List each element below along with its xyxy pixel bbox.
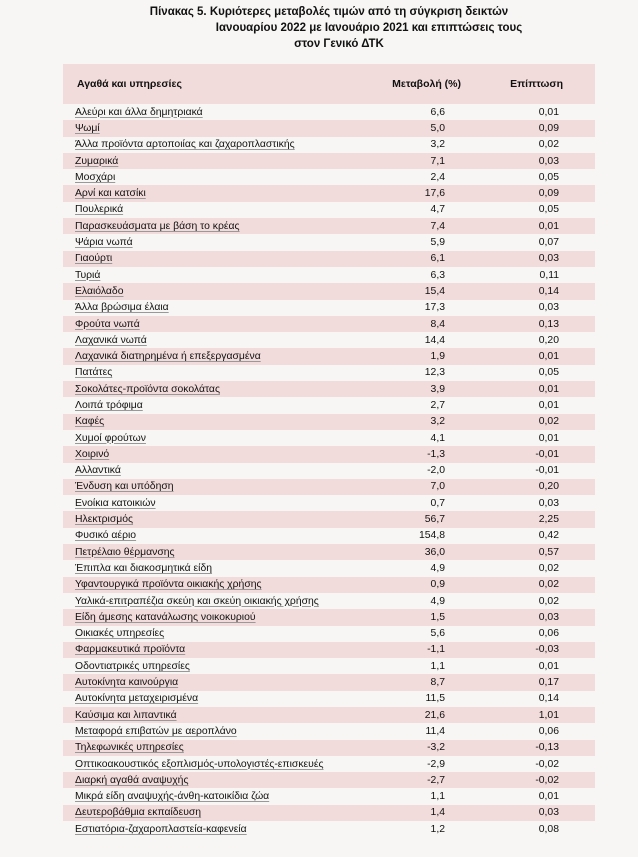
table-row bbox=[63, 528, 595, 544]
title-line-2: Ιανουαρίου 2022 με Ιανουάριο 2021 και επιπτώσεις τους bbox=[215, 22, 523, 34]
row-name: Άλλα προϊόντα αρτοποιίας και ζαχαροπλαστικής bbox=[75, 139, 295, 151]
row-impact: 0,42 bbox=[538, 530, 559, 542]
table-row bbox=[63, 234, 595, 250]
table-row bbox=[63, 642, 595, 658]
row-name: Δευτεροβάθμια εκπαίδευση bbox=[75, 807, 202, 819]
row-name: Λαχανικά νωπά bbox=[75, 334, 147, 346]
row-name: Αυτοκίνητα καινούργια bbox=[75, 677, 179, 689]
row-change: 12,3 bbox=[424, 367, 445, 379]
row-impact: 1,01 bbox=[538, 709, 559, 721]
row-impact: 0,02 bbox=[538, 562, 559, 574]
header-impact: Επίπτωση bbox=[510, 78, 563, 90]
row-change: 8,4 bbox=[430, 318, 445, 330]
row-name: Πουλερικά bbox=[75, 204, 124, 216]
row-name: Παρασκευάσματα με βάση το κρέας bbox=[75, 220, 240, 232]
row-change: 1,9 bbox=[430, 351, 445, 363]
row-impact: 0,02 bbox=[538, 595, 559, 607]
row-name: Είδη άμεσης κατανάλωσης νοικοκυριού bbox=[75, 611, 256, 623]
row-name: Ψάρια νωπά bbox=[75, 237, 133, 249]
table-row bbox=[63, 674, 595, 690]
table-row bbox=[63, 430, 595, 446]
row-impact: -0,01 bbox=[535, 465, 559, 477]
header-change: Μεταβολή (%) bbox=[392, 78, 461, 90]
row-impact: 0,03 bbox=[538, 253, 559, 265]
table-row bbox=[63, 104, 595, 120]
row-impact: 0,09 bbox=[538, 122, 559, 134]
row-impact: 0,09 bbox=[538, 188, 559, 200]
row-change: -2,9 bbox=[427, 758, 445, 770]
row-name: Σοκολάτες-προϊόντα σοκολάτας bbox=[75, 383, 220, 395]
table-row bbox=[63, 365, 595, 381]
table-row bbox=[63, 185, 595, 201]
row-impact: 2,25 bbox=[538, 514, 559, 526]
table-row bbox=[63, 348, 595, 364]
row-change: 5,9 bbox=[430, 237, 445, 249]
table-row bbox=[63, 511, 595, 527]
row-impact: 0,05 bbox=[538, 171, 559, 183]
table-row bbox=[63, 414, 595, 430]
row-name: Χυμοί φρούτων bbox=[75, 432, 146, 444]
row-change: 2,4 bbox=[430, 171, 445, 183]
row-name: Λοιπά τρόφιμα bbox=[75, 399, 143, 411]
table-row bbox=[63, 300, 595, 316]
row-name: Χοιρινό bbox=[75, 448, 110, 460]
table-row bbox=[63, 202, 595, 218]
row-name: Ελαιόλαδο bbox=[75, 285, 124, 297]
row-change: 6,6 bbox=[430, 106, 445, 118]
row-impact: 0,57 bbox=[538, 546, 559, 558]
row-name: Εστιατόρια-ζαχαροπλαστεία-καφενεία bbox=[75, 823, 247, 835]
row-name: Ένδυση και υπόδηση bbox=[75, 481, 174, 493]
row-name: Ψωμί bbox=[75, 122, 100, 134]
row-change: 14,4 bbox=[424, 334, 445, 346]
row-change: 56,7 bbox=[424, 514, 445, 526]
row-name: Αρνί και κατσίκι bbox=[75, 188, 146, 200]
row-impact: 0,20 bbox=[538, 481, 559, 493]
title-line-3: στον Γενικό ΔΤΚ bbox=[294, 38, 384, 50]
row-name: Αλλαντικά bbox=[75, 465, 121, 477]
row-name: Μικρά είδη αναψυχής-άνθη-κατοικίδια ζώα bbox=[75, 791, 270, 803]
row-name: Λαχανικά διατηρημένα ή επεξεργασμένα bbox=[75, 351, 261, 363]
row-name: Μεταφορά επιβατών με αεροπλάνο bbox=[75, 725, 237, 737]
row-change: 4,9 bbox=[430, 595, 445, 607]
table-row bbox=[63, 218, 595, 234]
table-row bbox=[63, 658, 595, 674]
row-impact: 0,11 bbox=[539, 269, 559, 281]
row-change: -1,3 bbox=[427, 448, 445, 460]
row-change: 5,0 bbox=[430, 122, 445, 134]
table-row bbox=[63, 495, 595, 511]
row-name: Ενοίκια κατοικιών bbox=[75, 497, 156, 509]
row-name: Φυσικό αέριο bbox=[75, 530, 137, 542]
row-name: Πατάτες bbox=[75, 367, 113, 379]
row-impact: -0,03 bbox=[535, 644, 559, 656]
row-change: 0,7 bbox=[430, 497, 445, 509]
row-name: Έπιπλα και διακοσμητικά είδη bbox=[75, 562, 213, 574]
row-impact: 0,03 bbox=[538, 302, 559, 314]
row-name: Γιαούρτι bbox=[75, 253, 113, 265]
row-change: 3,9 bbox=[430, 383, 445, 395]
row-impact: 0,07 bbox=[538, 237, 559, 249]
row-change: 4,9 bbox=[430, 562, 445, 574]
row-impact: 0,03 bbox=[538, 807, 559, 819]
row-change: 5,6 bbox=[430, 628, 445, 640]
row-name: Καφές bbox=[75, 416, 105, 428]
row-change: 17,3 bbox=[424, 302, 445, 314]
table-row bbox=[63, 397, 595, 413]
row-change: 3,2 bbox=[430, 139, 445, 151]
row-impact: -0,13 bbox=[535, 742, 559, 754]
row-change: 36,0 bbox=[424, 546, 445, 558]
row-impact: 0,01 bbox=[538, 660, 559, 672]
row-change: 17,6 bbox=[424, 188, 445, 200]
row-impact: 0,01 bbox=[538, 791, 559, 803]
table-row bbox=[63, 479, 595, 495]
row-change: 4,7 bbox=[430, 204, 445, 216]
row-change: 1,4 bbox=[430, 807, 445, 819]
table-row bbox=[63, 560, 595, 576]
table-row bbox=[63, 381, 595, 397]
row-change: 6,1 bbox=[430, 253, 445, 265]
table-row bbox=[63, 316, 595, 332]
price-change-table bbox=[63, 64, 595, 837]
row-impact: 0,01 bbox=[538, 432, 559, 444]
table-row bbox=[63, 707, 595, 723]
table-row bbox=[63, 463, 595, 479]
row-change: -2,7 bbox=[427, 774, 445, 786]
row-impact: 0,02 bbox=[538, 416, 559, 428]
row-change: -2,0 bbox=[427, 465, 445, 477]
table-row bbox=[63, 609, 595, 625]
row-impact: 0,03 bbox=[538, 611, 559, 623]
row-name: Αυτοκίνητα μεταχειρισμένα bbox=[75, 693, 199, 705]
row-impact: -0,02 bbox=[535, 758, 559, 770]
row-name: Υφαντουργικά προϊόντα οικιακής χρήσης bbox=[75, 579, 262, 591]
row-change: 15,4 bbox=[424, 285, 445, 297]
row-change: 21,6 bbox=[424, 709, 445, 721]
row-impact: 0,08 bbox=[538, 823, 559, 835]
table-row bbox=[63, 577, 595, 593]
row-name: Υαλικά-επιτραπέζια σκεύη και σκεύη οικιακής χρήσης bbox=[75, 595, 319, 607]
row-impact: 0,06 bbox=[538, 628, 559, 640]
row-impact: 0,05 bbox=[538, 367, 559, 379]
row-impact: 0,13 bbox=[538, 318, 559, 330]
table-row bbox=[63, 740, 595, 756]
row-change: 1,2 bbox=[430, 823, 445, 835]
row-change: 11,4 bbox=[425, 725, 445, 737]
table-row bbox=[63, 332, 595, 348]
table-body bbox=[63, 104, 595, 837]
row-impact: 0,01 bbox=[538, 220, 559, 232]
table-row bbox=[63, 756, 595, 772]
row-impact: 0,05 bbox=[538, 204, 559, 216]
row-change: 1,1 bbox=[430, 660, 445, 672]
row-change: 11,5 bbox=[425, 693, 445, 705]
row-name: Αλεύρι και άλλα δημητριακά bbox=[75, 106, 203, 118]
table-row bbox=[63, 626, 595, 642]
row-change: 7,1 bbox=[430, 155, 445, 167]
row-impact: 0,01 bbox=[538, 383, 559, 395]
row-change: -1,1 bbox=[427, 644, 445, 656]
table-row bbox=[63, 446, 595, 462]
table-row bbox=[63, 137, 595, 153]
row-change: 154,8 bbox=[418, 530, 445, 542]
row-name: Ηλεκτρισμός bbox=[75, 514, 134, 526]
row-name: Φαρμακευτικά προϊόντα bbox=[75, 644, 186, 656]
row-change: 6,3 bbox=[430, 269, 445, 281]
table-row bbox=[63, 723, 595, 739]
row-impact: -0,02 bbox=[535, 774, 559, 786]
row-name: Οικιακές υπηρεσίες bbox=[75, 628, 165, 640]
row-change: 1,5 bbox=[430, 611, 445, 623]
row-change: -3,2 bbox=[427, 742, 445, 754]
row-change: 0,9 bbox=[430, 579, 445, 591]
row-name: Διαρκή αγαθά αναψυχής bbox=[75, 774, 189, 786]
row-impact: 0,17 bbox=[538, 677, 559, 689]
table-row bbox=[63, 169, 595, 185]
row-change: 4,1 bbox=[430, 432, 445, 444]
row-impact: 0,01 bbox=[538, 106, 559, 118]
row-change: 8,7 bbox=[430, 677, 445, 689]
row-name: Καύσιμα και λιπαντικά bbox=[75, 709, 177, 721]
row-impact: 0,01 bbox=[538, 351, 559, 363]
table-row bbox=[63, 691, 595, 707]
table-row bbox=[63, 251, 595, 267]
table-row bbox=[63, 821, 595, 837]
row-change: 7,4 bbox=[430, 220, 445, 232]
row-name: Τηλεφωνικές υπηρεσίες bbox=[75, 742, 184, 754]
table-row bbox=[63, 593, 595, 609]
row-name: Φρούτα νωπά bbox=[75, 318, 140, 330]
row-name: Άλλα βρώσιμα έλαια bbox=[75, 302, 169, 314]
table-row bbox=[63, 267, 595, 283]
row-name: Τυριά bbox=[75, 269, 101, 281]
row-impact: 0,14 bbox=[538, 285, 559, 297]
row-name: Ζυμαρικά bbox=[75, 155, 119, 167]
row-impact: 0,03 bbox=[538, 497, 559, 509]
row-impact: 0,06 bbox=[538, 725, 559, 737]
row-impact: 0,02 bbox=[538, 579, 559, 591]
row-impact: 0,02 bbox=[538, 139, 559, 151]
title-line-1: Πίνακας 5. Κυριότερες μεταβολές τιμών από τη σύγκριση δεικτών bbox=[149, 6, 509, 18]
row-name: Πετρέλαιο θέρμανσης bbox=[75, 546, 175, 558]
table-row bbox=[63, 788, 595, 804]
row-change: 1,1 bbox=[430, 791, 445, 803]
row-name: Μοσχάρι bbox=[75, 171, 116, 183]
row-change: 3,2 bbox=[430, 416, 445, 428]
table-row bbox=[63, 805, 595, 821]
table-header-row bbox=[63, 64, 595, 104]
table-title bbox=[0, 4, 638, 52]
row-impact: 0,20 bbox=[538, 334, 559, 346]
table-row bbox=[63, 153, 595, 169]
row-name: Οδοντιατρικές υπηρεσίες bbox=[75, 660, 190, 672]
row-name: Οπτικοακουστικός εξοπλισμός-υπολογιστές-επισκευές bbox=[75, 758, 324, 770]
row-impact: 0,14 bbox=[538, 693, 559, 705]
row-impact: -0,01 bbox=[535, 448, 559, 460]
header-goods-services: Αγαθά και υπηρεσίες bbox=[77, 78, 182, 90]
table-row bbox=[63, 544, 595, 560]
row-change: 7,0 bbox=[430, 481, 445, 493]
row-impact: 0,01 bbox=[538, 399, 559, 411]
table-row bbox=[63, 283, 595, 299]
table-row bbox=[63, 772, 595, 788]
table-row bbox=[63, 120, 595, 136]
row-impact: 0,03 bbox=[538, 155, 559, 167]
row-change: 2,7 bbox=[430, 399, 445, 411]
